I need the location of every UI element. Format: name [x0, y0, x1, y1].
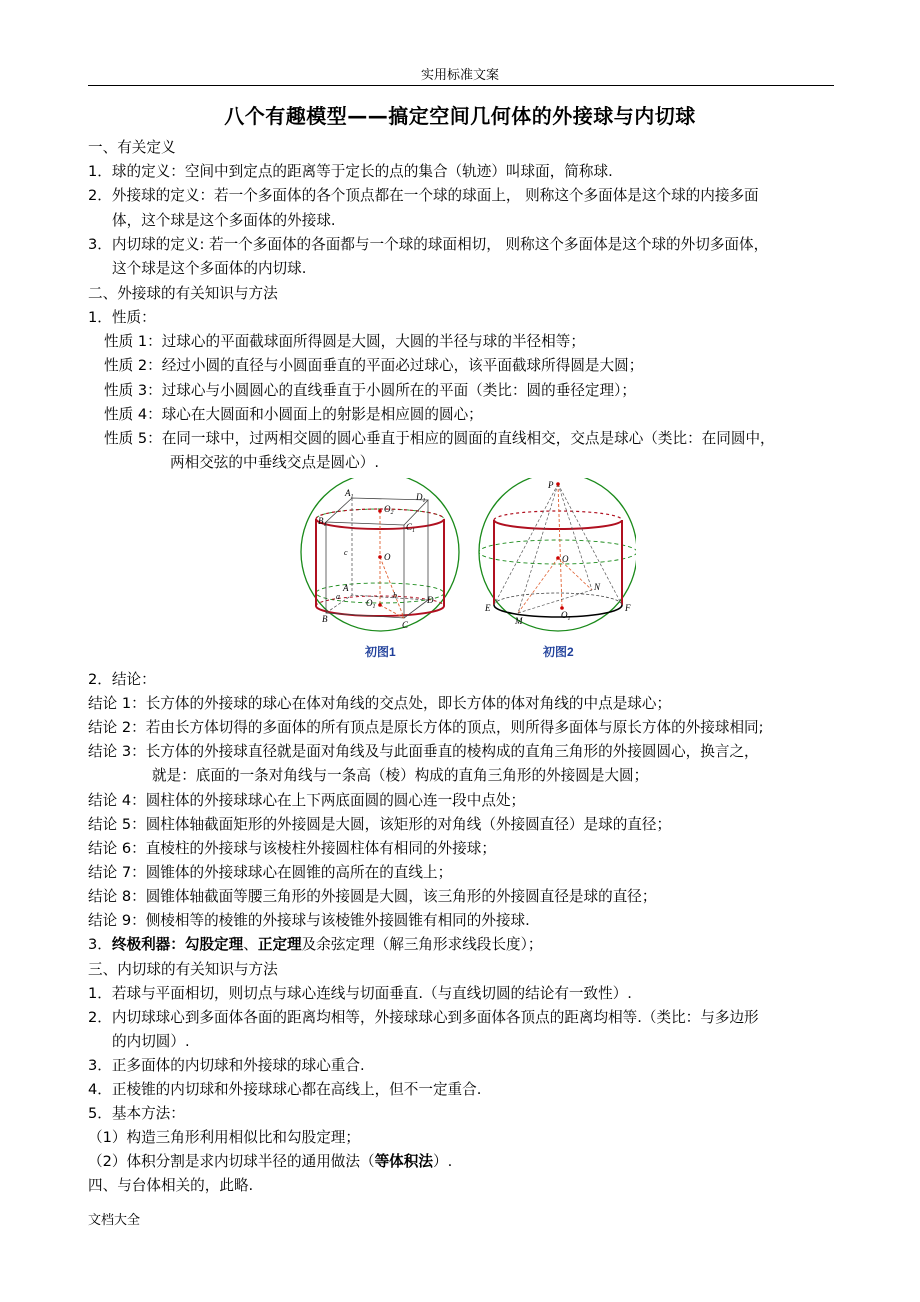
- definition-3-line-2: 这个球是这个多面体的内切球.: [112, 260, 307, 277]
- fig1-label-B: B: [322, 614, 328, 624]
- section-3-heading: 三、内切球的有关知识与方法: [88, 961, 278, 978]
- fig1-label-c: c: [344, 548, 348, 557]
- ultimate-tool-bold-2: 正定理: [257, 936, 302, 953]
- fig2-label-O1: $O_1$: [561, 610, 571, 622]
- property-5-line-1: 性质 5：在同一球中，过两相交圆的圆心垂直于相应的圆面的直线相交，交点是球心（类比：在同圆中，: [104, 430, 775, 447]
- conclusion-1: 结论 1：长方体的外接球的球心在体对角线的交点处，即长方体的体对角线的中点是球心；: [88, 695, 672, 712]
- fig2-label-O: O: [562, 554, 569, 564]
- fig1-label-D1: $D_1$: [416, 492, 426, 504]
- method-2-bold: 等体积法: [374, 1153, 433, 1170]
- fig2-base-front-arc: [494, 605, 622, 617]
- fig1-front-edges: [326, 522, 404, 618]
- fig1-label-a: a: [336, 592, 340, 601]
- figure-2-drawing: [479, 478, 636, 631]
- method-2: [88, 1152, 452, 1172]
- fig1-label-O1: $O_1$: [366, 598, 376, 610]
- fig2-top-front-arc: [494, 520, 622, 529]
- fig2-radius-M: [518, 558, 558, 613]
- inscribed-2-line-1: 2．内切球球心到多面体各面的距离均相等，外接球球心到多面体各顶点的距离均相等.（类比：与多边形: [88, 1009, 759, 1026]
- fig1-label-A: A: [343, 583, 349, 593]
- conclusion-6: 结论 6：直棱柱的外接球与该棱柱外接圆柱体有相同的外接球；: [88, 840, 496, 857]
- properties-heading: 1．性质：: [88, 309, 156, 326]
- fig1-point-O: [378, 555, 382, 559]
- fig1-radius: [380, 557, 404, 618]
- fig2-label-M: M: [515, 616, 523, 626]
- page-footer: 文档大全: [88, 1213, 141, 1228]
- conclusion-2: 结论 2：若由长方体切得的多面体的所有顶点是原长方体的顶点，则所得多面体与原长方体的外接球相同;: [88, 719, 764, 736]
- fig2-point-P: [556, 482, 560, 486]
- definition-2-line-1: 2．外接球的定义：若一个多面体的各个顶点都在一个球的球面上， 则称这个多面体是这个球的内接多面: [88, 187, 759, 204]
- conclusion-8: 结论 8：圆锥体轴截面等腰三角形的外接圆是大圆，该三角形的外接圆直径是球的直径；: [88, 888, 657, 905]
- conclusion-5: 结论 5：圆柱体轴截面矩形的外接圆是大圆，该矩形的对角线（外接圆直径）是球的直径；: [88, 816, 672, 833]
- section-1-heading: 一、有关定义: [88, 139, 176, 156]
- ultimate-tool-rest: 及余弦定理（解三角形求线段长度）；: [301, 936, 543, 953]
- fig1-point-O2: [378, 509, 382, 513]
- inscribed-2-line-2: 的内切圆）.: [112, 1033, 190, 1050]
- fig2-great-circle: [479, 540, 636, 564]
- fig2-label-F: F: [625, 603, 631, 613]
- property-5-line-2: 两相交弦的中垂线交点是圆心）.: [170, 454, 379, 471]
- ultimate-tool-bold-1: 终极利器：勾股定理: [111, 936, 244, 953]
- conclusion-3-line-1: 结论 3：长方体的外接球直径就是面对角线及与此面垂直的棱构成的直角三角形的外接圆圆心，换言之，: [88, 743, 759, 760]
- fig2-point-O: [556, 556, 560, 560]
- fig1-label-D: D: [427, 595, 434, 605]
- figures: [296, 478, 636, 642]
- property-1: 性质 1：过球心的平面截球面所得圆是大圆，大圆的半径与球的半径相等；: [104, 333, 585, 350]
- header-rule: [88, 85, 834, 86]
- fig1-label-C1: $C_1$: [406, 522, 416, 534]
- page-header: 实用标准文案: [420, 68, 499, 83]
- fig2-slant-F: [558, 484, 622, 605]
- fig1-bottom-edge-CD: [404, 600, 428, 618]
- property-2: 性质 2：经过小圆的直径与小圆面垂直的平面必过球心，该平面截球所得圆是大圆；: [104, 357, 644, 374]
- method-1: （1）构造三角形利用相似比和勾股定理；: [88, 1129, 360, 1146]
- method-2-post: ）.: [432, 1153, 453, 1170]
- definition-2-line-2: 体，这个球是这个多面体的外接球.: [112, 212, 336, 229]
- fig2-sphere-circle: [479, 478, 636, 631]
- definition-1: 1．球的定义：空间中到定点的距离等于定长的点的集合（轨迹）叫球面，简称球.: [88, 163, 613, 180]
- method-2-pre: （2）体积分割是求内切球半径的通用做法（: [88, 1153, 375, 1170]
- ultimate-tool-prefix: 3．: [88, 936, 112, 953]
- definition-3-line-1: 3．内切球的定义: 若一个多面体的各面都与一个球的球面相切， 则称这个多面体是这个球的外切多面体，: [88, 236, 769, 253]
- fig2-axis: [558, 484, 562, 608]
- fig1-label-b: b: [393, 591, 397, 600]
- property-4: 性质 4：球心在大圆面和小圆面上的射影是相应圆的圆心；: [104, 406, 483, 423]
- conclusion-7: 结论 7：圆锥体的外接球球心在圆锥的高所在的直线上；: [88, 864, 453, 881]
- ultimate-tool-sep: 、: [243, 936, 258, 953]
- figure-1-caption: 初图1: [365, 645, 396, 659]
- conclusion-9: 结论 9：侧棱相等的棱锥的外接球与该棱锥外接圆锥有相同的外接球.: [88, 912, 530, 929]
- fig1-label-O2: $O_2$: [384, 504, 394, 516]
- figure-1-drawing: [301, 478, 459, 631]
- fig1-label-B1: $B_1$: [318, 516, 327, 528]
- inscribed-5: 5．基本方法：: [88, 1105, 185, 1122]
- fig1-label-A1: $A_1$: [345, 488, 354, 500]
- fig1-label-O: O: [384, 552, 391, 562]
- fig1-label-C: C: [402, 620, 409, 630]
- figure-2-caption: 初图2: [543, 645, 574, 659]
- conclusion-4: 结论 4：圆柱体的外接球球心在上下两底面圆的圆心连一段中点处；: [88, 792, 526, 809]
- fig2-top-back-arc: [494, 511, 622, 520]
- ultimate-tool: [88, 935, 542, 955]
- inscribed-1: 1．若球与平面相切，则切点与球心连线与切面垂直.（与直线切圆的结论有一致性）.: [88, 985, 632, 1002]
- property-3: 性质 3：过球心与小圆圆心的直线垂直于小圆所在的平面（类比：圆的垂径定理）；: [104, 382, 637, 399]
- fig1-top-face: [326, 498, 428, 525]
- conclusion-3-line-2: 就是：底面的一条对角线与一条高（棱）构成的直角三角形的外接圆是大圆；: [152, 767, 649, 784]
- section-4-heading: 四、与台体相关的，此略.: [88, 1177, 254, 1194]
- fig2-label-N: N: [594, 582, 601, 592]
- fig2-label-P: P: [548, 480, 554, 490]
- fig2-base-back-arc: [494, 593, 622, 605]
- sphere-figures: [296, 478, 636, 638]
- fig1-sphere-circle: [301, 478, 459, 631]
- section-2-heading: 二、外接球的有关知识与方法: [88, 285, 278, 302]
- fig1-point-O1: [378, 603, 382, 607]
- conclusions-heading: 2．结论：: [88, 671, 156, 688]
- inscribed-4: 4．正棱锥的内切球和外接球球心都在高线上，但不一定重合.: [88, 1081, 482, 1098]
- fig2-slant-N: [558, 484, 592, 590]
- document-title: 八个有趣模型——搞定空间几何体的外接球与内切球: [224, 104, 696, 128]
- fig2-chord-MN: [518, 590, 592, 613]
- fig2-label-E: E: [485, 603, 491, 613]
- inscribed-3: 3．正多面体的内切球和外接球的球心重合.: [88, 1057, 365, 1074]
- fig1-bottom-front-arc: [316, 606, 444, 616]
